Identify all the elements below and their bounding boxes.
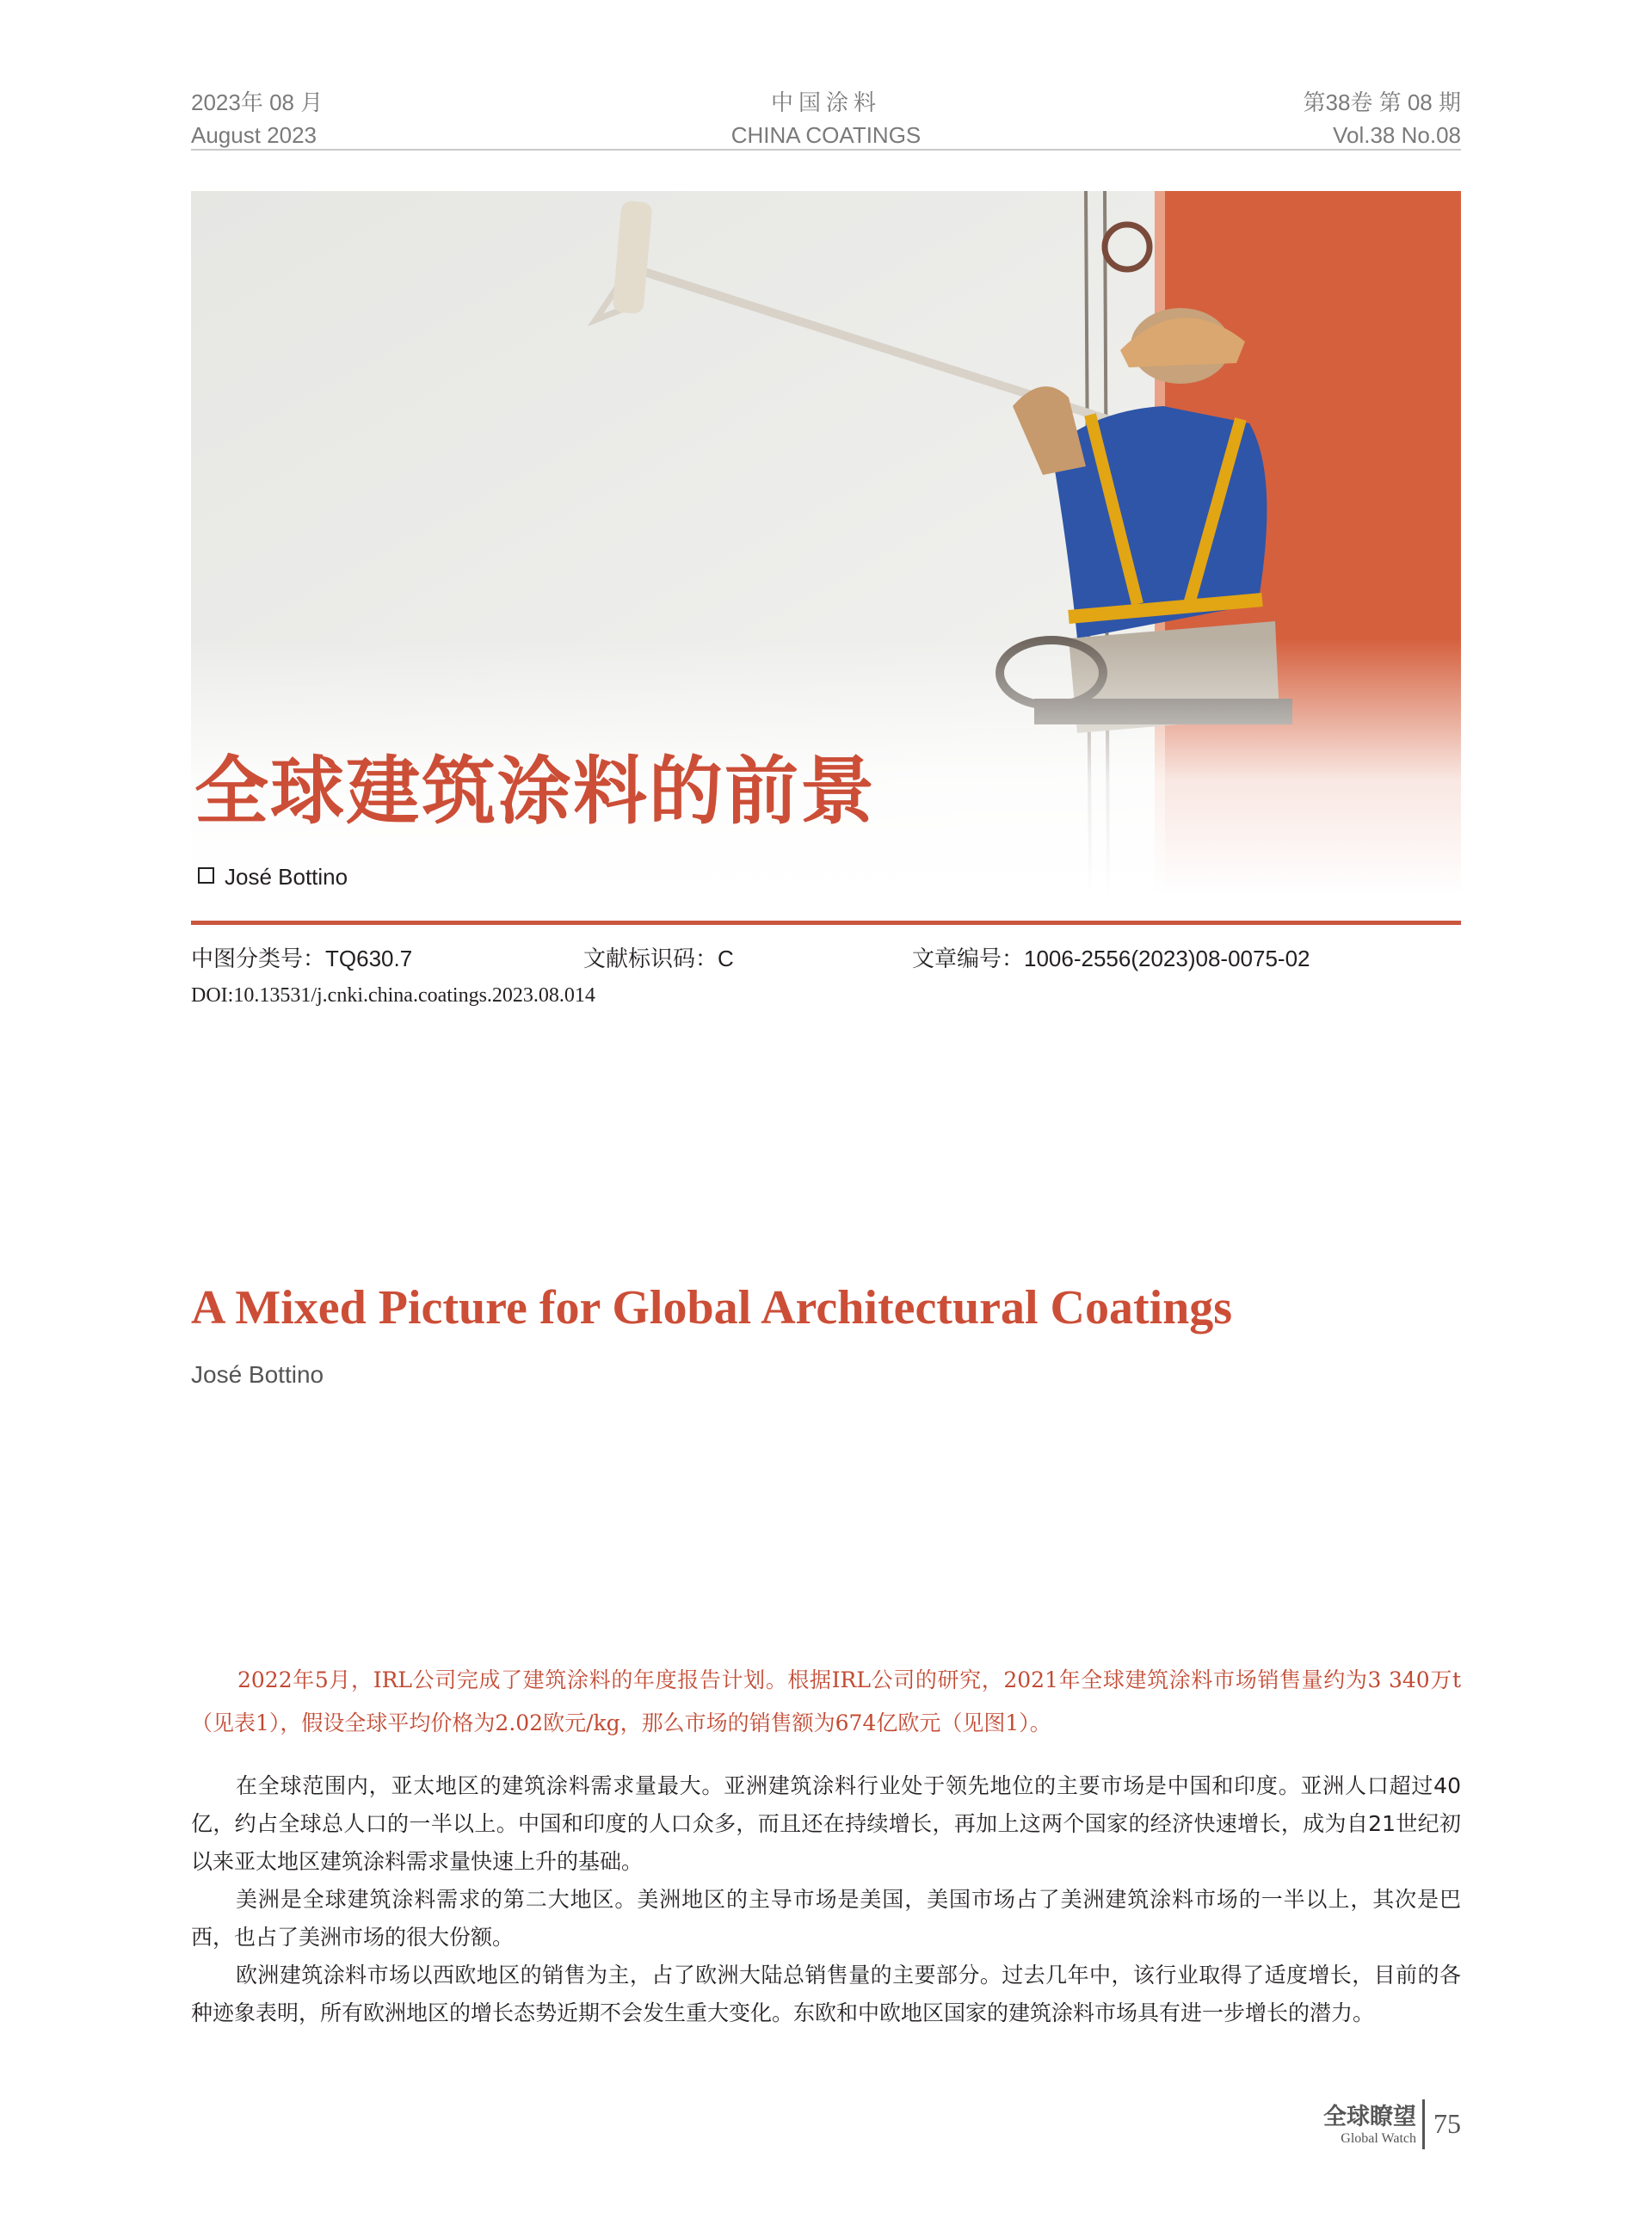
article-title-zh: 全球建筑涂料的前景 — [194, 749, 876, 835]
body-text — [191, 1767, 1461, 2032]
author-name-en: José Bottino — [191, 1361, 324, 1388]
header-issue-en: Vol.38 No.08 — [1333, 122, 1461, 148]
header-divider — [191, 149, 1461, 151]
page-footer — [1289, 2096, 1461, 2149]
clc-number: 中图分类号：TQ630.7 — [191, 946, 413, 971]
article-id: 文章编号：1006-2556(2023)08-0075-02 — [912, 946, 1310, 971]
header-issue-zh: 第38卷 第 08 期 — [1303, 89, 1461, 115]
document-code: 文献标识码：C — [583, 946, 734, 971]
doi: DOI:10.13531/j.cnki.china.coatings.2023.08.014 — [191, 984, 595, 1007]
header-date-en: August 2023 — [191, 122, 317, 148]
section-en: Global Watch — [1341, 2131, 1416, 2146]
abstract: 2022年5月，IRL公司完成了建筑涂料的年度报告计划。根据IRL公司的研究，2021年全球建筑涂料市场销售量约为3 340万t（见表1），假设全球平均价格为2.02欧元/kg，那么市场的销售额为674亿欧元（见图1）。 — [191, 1667, 1461, 1735]
paragraph: 在全球范围内，亚太地区的建筑涂料需求量最大。亚洲建筑涂料行业处于领先地位的主要市场是中国和印度。亚洲人口超过40亿，约占全球总人口的一半以上。中国和印度的人口众多，而且还在持续增长，再加上这两个国家的经济快速增长，成为自21世纪初以来亚太地区建筑涂料需求量快速上升的基础。 — [191, 1773, 1461, 1874]
section-label — [1323, 2098, 1416, 2147]
page-number: 75 — [1433, 2108, 1461, 2139]
article-title-en: A Mixed Picture for Global Architectural Coatings — [191, 1281, 1233, 1334]
paragraph: 美洲是全球建筑涂料需求的第二大地区。美洲地区的主导市场是美国，美国市场占了美洲建筑涂料市场的一半以上，其次是巴西，也占了美洲市场的很大份额。 — [191, 1887, 1461, 1950]
title-divider — [191, 921, 1461, 925]
square-bullet-icon — [198, 867, 214, 884]
author-name: José Bottino — [225, 864, 348, 890]
header-journal-en: CHINA COATINGS — [730, 122, 922, 148]
paragraph: 欧洲建筑涂料市场以西欧地区的销售为主，占了欧洲大陆总销售量的主要部分。过去几年中，该行业取得了适度增长，目前的各种迹象表明，所有欧洲地区的增长态势近期不会发生重大变化。东欧和中欧地区国家的建筑涂料市场具有进一步增长的潜力。 — [191, 1963, 1461, 2025]
section-zh: 全球瞭望 — [1323, 2104, 1416, 2130]
header-issue — [1303, 86, 1461, 151]
footer-divider — [1422, 2099, 1425, 2149]
author-byline — [198, 864, 348, 891]
header-date-zh: 2023年 08 月 — [191, 89, 324, 115]
header-journal-zh: 中国涂料 — [770, 89, 881, 115]
